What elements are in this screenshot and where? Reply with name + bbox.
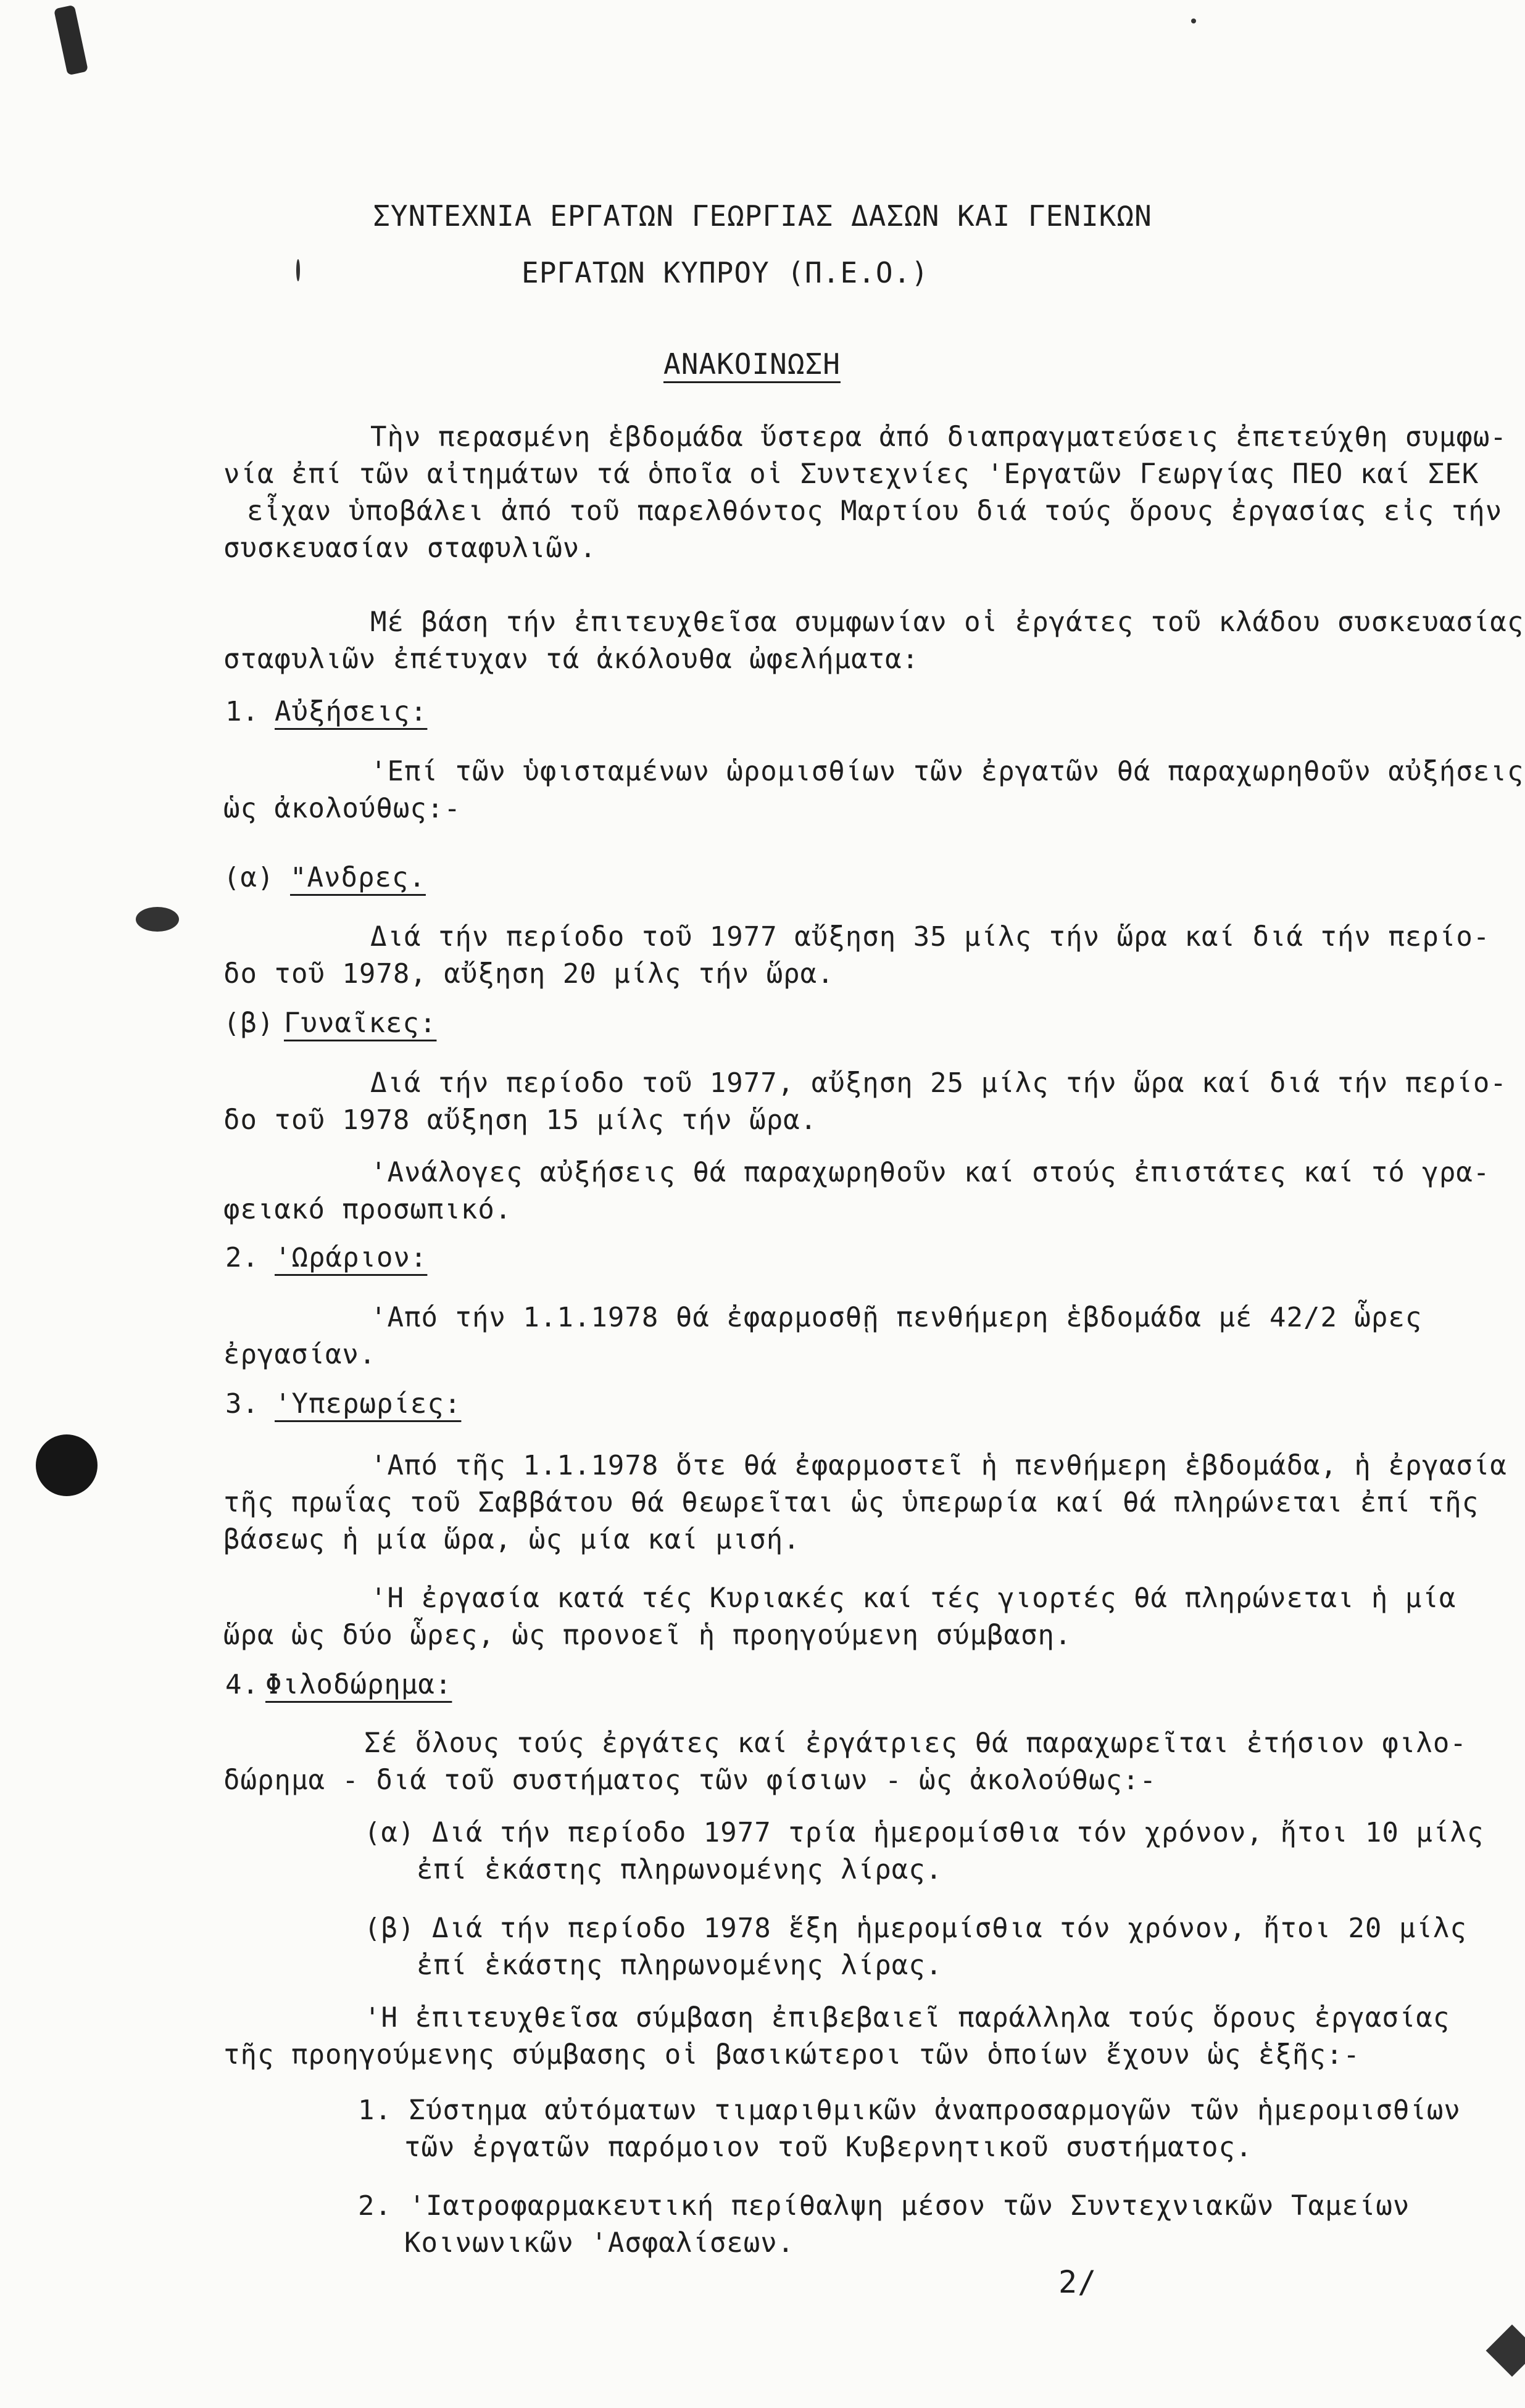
closing-line: 'Η ἐπιτευχθεῖσα σύμβαση ἐπιβεβαιεῖ παράλληλα τούς ὅρους ἐργασίας [364,2002,1450,2034]
section-1-line: 'Επί τῶν ὑφισταμένων ὡρομισθίων τῶν ἐργατῶν θά παραχωρηθοῦν αὐξήσεις [370,756,1524,787]
section-4-number: 4. [225,1669,259,1700]
section-4-line: Σέ ὅλους τούς ἐργάτες καί ἐργάτριες θά παραχωρεῖται ἐτήσιον φιλο- [364,1727,1467,1759]
section-3-extra-line: ὥρα ὡς δύο ὧρες, ὡς προνοεῖ ἡ προηγούμενη σύμβαση. [223,1620,1072,1651]
title-line-2: ΕΡΓΑΤΩΝ ΚΥΠΡΟΥ (Π.Ε.Ο.) [521,256,929,289]
subsection-b-label: (β) [223,1007,275,1039]
speck [296,259,300,281]
subsection-b-line: Διά τήν περίοδο τοῦ 1977, αὔξηση 25 μίλς τήν ὥρα καί διά τήν περίο- [370,1067,1507,1099]
section-3-line: τῆς πρωΐας τοῦ Σαββάτου θά θεωρεῖται ὡς ὑπερωρία καί θά πληρώνεται ἐπί τῆς [223,1487,1479,1518]
section-3-extra-line: 'Η ἐργασία κατά τές Κυριακές καί τές γιορτές θά πληρώνεται ἡ μία [370,1583,1456,1614]
section-2-line: 'Από τήν 1.1.1978 θά ἐφαρμοσθῇ πενθήμερη ἑβδομάδα μέ 42/2 ὧρες [370,1302,1423,1333]
section-4-title: Φιλοδώρημα: [265,1669,452,1700]
section-3-number: 3. [225,1388,259,1420]
speck [1191,19,1196,23]
section-4a-line: (α) Διά τήν περίοδο 1977 τρία ἡμερομίσθια τόν χρόνον, ἤτοι 10 μίλς [364,1817,1484,1848]
subsection-a-line: δο τοῦ 1978, αὔξηση 20 μίλς τήν ὥρα. [223,958,834,990]
subsection-b-line: δο τοῦ 1978 αὔξηση 15 μίλς τήν ὥρα. [223,1104,818,1136]
intro-p1-line: Τὴν περασμένη ἑβδομάδα ὕστερα ἀπό διαπραγματεύσεις ἐπετεύχθη συμφω- [370,421,1507,453]
section-1-number: 1. [225,696,259,727]
closing-line: τῆς προηγούμενης σύμβασης οἱ βασικώτεροι τῶν ὁποίων ἔχουν ὡς ἑξῆς:- [223,2039,1360,2071]
intro-p1-line: εἶχαν ὑποβάλει ἀπό τοῦ παρελθόντος Μαρτίου διά τούς ὅρους ἐργασίας εἰς τήν [247,495,1503,527]
section-1-line: ὡς ἀκολούθως:- [223,793,461,824]
title-line-1: ΣΥΝΤΕΧΝΙΑ ΕΡΓΑΤΩΝ ΓΕΩΡΓΙΑΣ ΔΑΣΩΝ ΚΑΙ ΓΕΝΙΚΩΝ [373,199,1152,233]
speck [1486,2325,1525,2377]
section-2-number: 2. [225,1242,259,1273]
subsection-a-line: Διά τήν περίοδο τοῦ 1977 αὔξηση 35 μίλς τήν ὥρα καί διά τήν περίο- [370,921,1490,953]
section-3-title: 'Υπερωρίες: [275,1388,462,1420]
section-3-line: 'Από τῆς 1.1.1978 ὅτε θά ἐφαρμοστεῖ ἡ πενθήμερη ἑβδομάδα, ἡ ἐργασία [370,1450,1507,1481]
section-2-title: 'Ωράριον: [275,1242,428,1273]
section-4b-line: (β) Διά τήν περίοδο 1978 ἕξη ἡμερομίσθια τόν χρόνον, ἤτοι 20 μίλς [364,1913,1467,1944]
closing-item-1-line: 1. Σύστημα αὐτόματων τιμαριθμικῶν ἀναπροσαρμογῶν τῶν ἡμερομισθίων [358,2095,1461,2126]
subsection-a-label: (α) [223,862,275,893]
intro-p2-line: σταφυλιῶν ἐπέτυχαν τά ἀκόλουθα ὠφελήματα: [223,643,920,675]
subsection-b-extra-line: 'Ανάλογες αὐξήσεις θά παραχωρηθοῦν καί στούς ἐπιστάτες καί τό γρα- [370,1157,1490,1188]
section-1-title: Αὐξήσεις: [275,696,428,727]
subsection-b-extra-line: φειακό προσωπικό. [223,1194,512,1225]
section-3-line: βάσεως ἡ μία ὥρα, ὡς μία καί μισή. [223,1524,800,1555]
intro-p1-line: νία ἐπί τῶν αἰτημάτων τά ὁποῖα οἱ Συντεχνίες 'Εργατῶν Γεωργίας ΠΕΟ καί ΣΕΚ [223,458,1479,490]
closing-item-2-line: Κοινωνικῶν 'Ασφαλίσεων. [404,2227,795,2259]
section-2-line: ἐργασίαν. [223,1339,376,1370]
intro-p2-line: Μέ βάση τήν ἐπιτευχθεῖσα συμφωνίαν οἱ ἐργάτες τοῦ κλάδου συσκευασίας [370,606,1524,638]
page-number: 2/ [1058,2264,1097,2300]
ink-blot [136,907,179,932]
announcement-heading: ΑΝΑΚΟΙΝΩΣΗ [663,347,841,381]
punch-hole [36,1434,98,1496]
section-4a-line: ἐπί ἑκάστης πληρωνομένης λίρας. [417,1854,943,1885]
staple-mark [54,5,88,76]
intro-p1-line: συσκευασίαν σταφυλιῶν. [223,532,597,564]
section-4b-line: ἐπί ἑκάστης πληρωνομένης λίρας. [417,1950,943,1981]
section-4-line: δώρημα - διά τοῦ συστήματος τῶν φίσιων - ὡς ἀκολούθως:- [223,1765,1157,1796]
subsection-b-title: Γυναῖκες: [284,1007,437,1039]
closing-item-1-line: τῶν ἐργατῶν παρόμοιον τοῦ Κυβερνητικοῦ συστήματος. [404,2132,1253,2163]
subsection-a-title: "Ανδρες. [290,862,426,893]
closing-item-2-line: 2. 'Ιατροφαρμακευτική περίθαλψη μέσον τῶν Συντεχνιακῶν Ταμείων [358,2190,1410,2222]
